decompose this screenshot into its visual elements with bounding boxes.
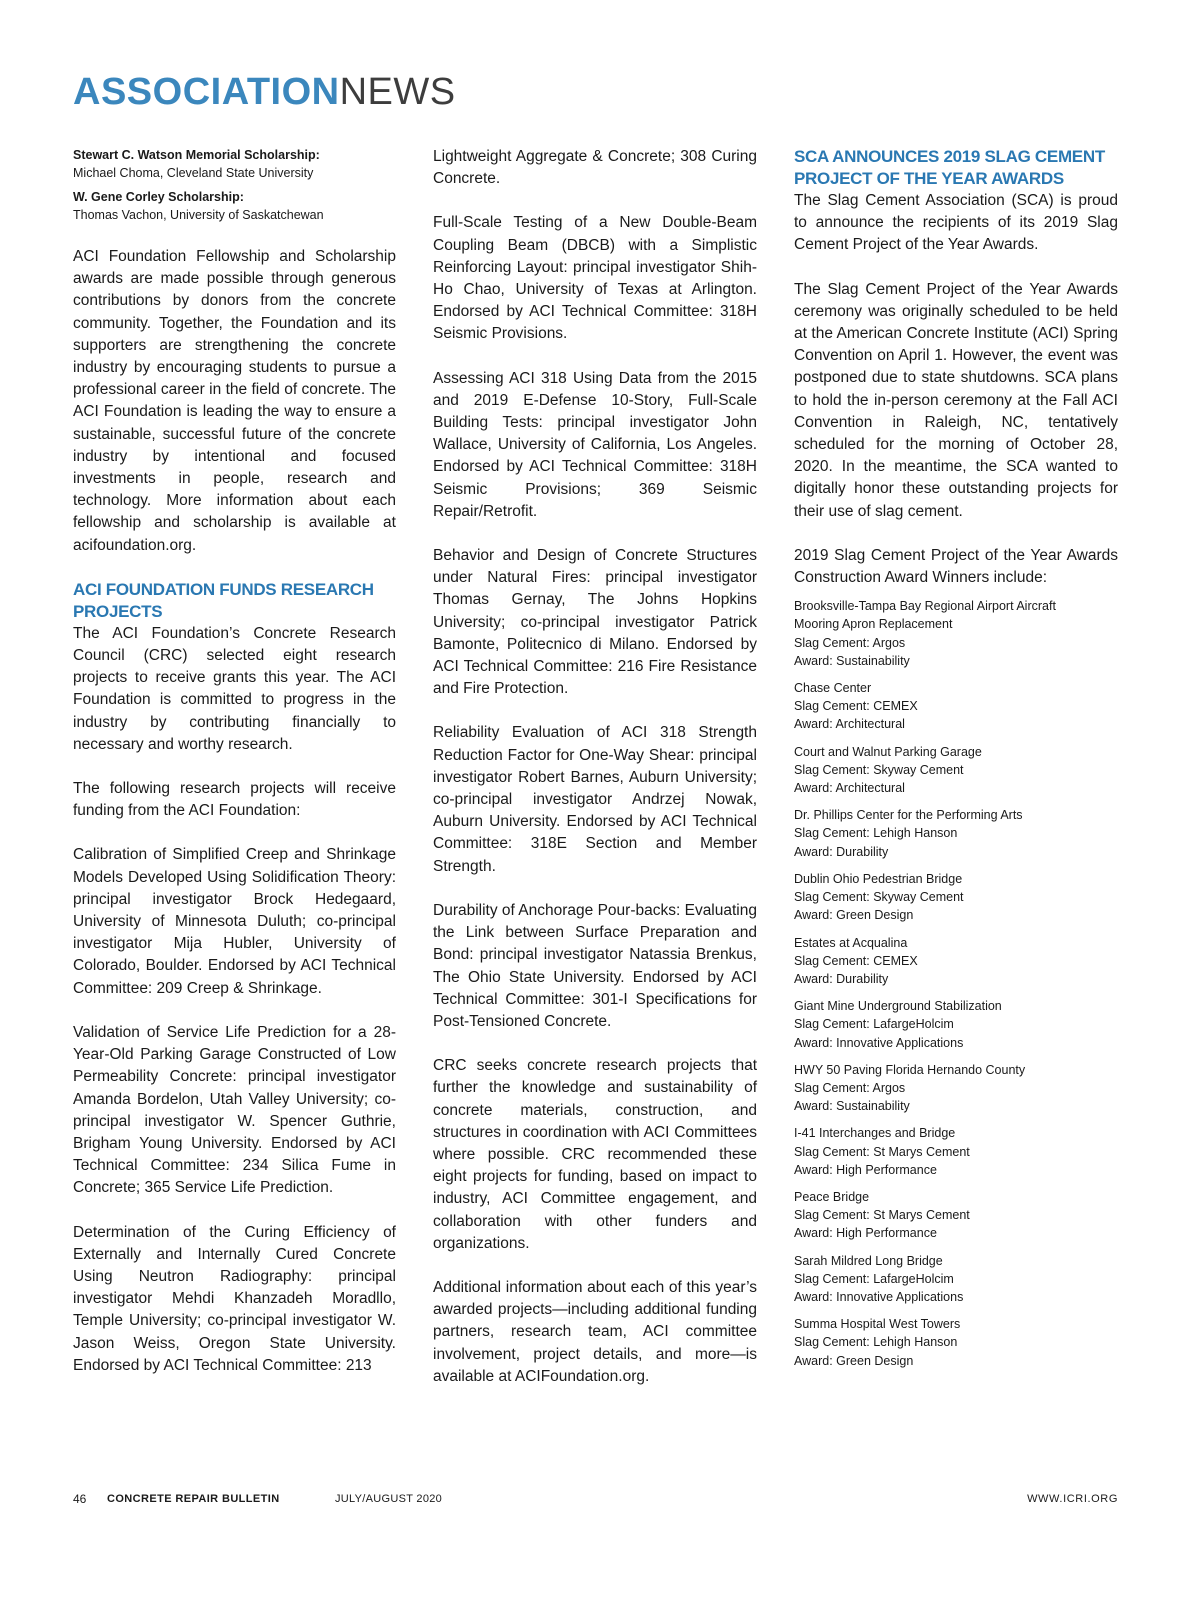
publication-name: CONCRETE REPAIR BULLETIN	[107, 1493, 280, 1505]
award-entry	[794, 679, 1118, 734]
award-entry	[794, 870, 1118, 925]
research-project-paragraph: Calibration of Simplified Creep and Shrinkage Models Developed Using Solidification Theory: principal investigator Brock Hedegaard, University of Minnesota Duluth; co-principal investigator Mija Hubler, University of Colorado, Boulder. Endorsed by ACI Technical Committee: 209 Creep & Shrinkage.	[73, 846, 396, 997]
award-cement: Slag Cement: St Marys Cement	[794, 1208, 970, 1223]
masthead-association: ASSOCIATION	[73, 71, 340, 113]
scholarship-title: Stewart C. Watson Memorial Scholarship:	[73, 148, 320, 162]
award-category: Award: Architectural	[794, 717, 905, 732]
award-project: HWY 50 Paving Florida Hernando County	[794, 1062, 1026, 1077]
award-entry	[794, 597, 1118, 670]
award-project: Brooksville-Tampa Bay Regional Airport Aircraft	[794, 599, 1056, 614]
research-project-paragraph: Reliability Evaluation of ACI 318 Strength Reduction Factor for One-Way Shear: principal investigator Robert Barnes, Auburn University; co-principal investigator Andrzej Nowak, Auburn University. Endorsed by ACI Technical Committee: 318E Section and Member Strength.	[433, 724, 757, 875]
body-paragraph: 2019 Slag Cement Project of the Year Awards Construction Award Winners include:	[794, 546, 1118, 587]
column-left	[73, 146, 396, 1399]
award-category: Award: Durability	[794, 971, 889, 986]
award-project: Sarah Mildred Long Bridge	[794, 1253, 943, 1268]
award-category: Award: Sustainability	[794, 1099, 910, 1114]
column-middle	[433, 146, 757, 1410]
award-category: Award: Innovative Applications	[794, 1289, 964, 1304]
award-entry	[794, 1252, 1118, 1307]
award-entry	[794, 1315, 1118, 1370]
award-cement: Slag Cement: St Marys Cement	[794, 1144, 970, 1159]
award-entry	[794, 997, 1118, 1052]
award-category: Award: High Performance	[794, 1162, 937, 1177]
body-paragraph: The ACI Foundation’s Concrete Research Council (CRC) selected eight research projects to receive grants this year. The ACI Foundation is committed to progress in the industry by contributing financially to necessary and worthy research.	[73, 624, 396, 753]
award-cement: Slag Cement: Skyway Cement	[794, 762, 964, 777]
issue-date: JULY/AUGUST 2020	[335, 1493, 443, 1505]
award-project: Mooring Apron Replacement	[794, 617, 953, 632]
research-project-paragraph: Lightweight Aggregate & Concrete; 308 Curing Concrete.	[433, 148, 757, 188]
page-footer	[73, 1490, 1118, 1508]
body-paragraph: The following research projects will receive funding from the ACI Foundation:	[73, 780, 396, 820]
body-paragraph: The Slag Cement Association (SCA) is proud to announce the recipients of its 2019 Slag Cement Project of the Year Awards.	[794, 192, 1118, 254]
award-entry	[794, 1188, 1118, 1243]
award-entry	[794, 934, 1118, 989]
award-project: Court and Walnut Parking Garage	[794, 744, 982, 759]
research-project-paragraph: Behavior and Design of Concrete Structures under Natural Fires: principal investigator Thomas Gernay, The Johns Hopkins University; co-principal investigator Patrick Bamonte, Politecnico di Milano. Endorsed by ACI Technical Committee: 216 Fire Resistance and Fire Protection.	[433, 547, 757, 698]
body-paragraph: The Slag Cement Project of the Year Awards ceremony was originally scheduled to be held at the American Concrete Institute (ACI) Spring Convention on April 1. However, the event was postponed due to state shutdowns. SCA plans to hold the in-person ceremony at the Fall ACI Convention in Raleigh, NC, tentatively scheduled for the morning of October 28, 2020. In the meantime, the SCA wanted to digitally honor these outstanding projects for their use of slag cement.	[794, 280, 1118, 520]
award-cement: Slag Cement: Skyway Cement	[794, 890, 964, 905]
award-project: Giant Mine Underground Stabilization	[794, 999, 1002, 1014]
body-paragraph: CRC seeks concrete research projects that further the knowledge and sustainability of concrete materials, construction, and structures in coordination with ACI Committees where possible. CRC recommended these eight projects for funding, based on impact to industry, ACI Committee engagement, and collaboration with other funders and organizations.	[433, 1057, 757, 1252]
research-project-paragraph: Durability of Anchorage Pour-backs: Evaluating the Link between Surface Preparation and Bond: principal investigator Natassia Brenkus, The Ohio State University. Endorsed by ACI Technical Committee: 301-I Specifications for Post-Tensioned Concrete.	[433, 901, 757, 1030]
award-category: Award: Green Design	[794, 1353, 914, 1368]
page-number: 46	[73, 1492, 87, 1506]
scholarship-recipient: Thomas Vachon, University of Saskatchewan	[73, 208, 324, 222]
award-list	[794, 597, 1118, 1370]
scholarship-title: W. Gene Corley Scholarship:	[73, 190, 244, 204]
award-cement: Slag Cement: CEMEX	[794, 699, 918, 714]
award-entry	[794, 1124, 1118, 1179]
award-category: Award: Durability	[794, 844, 889, 859]
award-project: Peace Bridge	[794, 1189, 870, 1204]
award-entry	[794, 743, 1118, 798]
award-project: Summa Hospital West Towers	[794, 1317, 961, 1332]
award-project: Estates at Acqualina	[794, 935, 908, 950]
award-cement: Slag Cement: Lehigh Hanson	[794, 1335, 958, 1350]
masthead	[73, 70, 456, 114]
award-entry	[794, 806, 1118, 861]
scholarship-entry	[73, 188, 396, 224]
award-project: Dublin Ohio Pedestrian Bridge	[794, 871, 963, 886]
award-category: Award: Green Design	[794, 908, 914, 923]
body-paragraph: Additional information about each of this year’s awarded projects—including additional funding partners, research team, ACI committee involvement, project details, and more—is available at ACIFoundation.org.	[433, 1278, 757, 1385]
award-cement: Slag Cement: Lehigh Hanson	[794, 826, 958, 841]
scholarship-entry	[73, 146, 396, 182]
research-project-paragraph: Determination of the Curing Efficiency of Externally and Internally Cured Concrete Using Neutron Radiography: principal investigator Mehdi Khanzadeh Moradllo, Temple University; co-principal investigator W. Jason Weiss, Oregon State University. Endorsed by ACI Technical Committee: 213	[73, 1223, 396, 1374]
award-project: Dr. Phillips Center for the Performing Arts	[794, 808, 1023, 823]
masthead-news: NEWS	[339, 71, 456, 113]
website-url: WWW.ICRI.ORG	[1027, 1493, 1118, 1505]
award-cement: Slag Cement: CEMEX	[794, 953, 918, 968]
research-project-paragraph: Validation of Service Life Prediction for a 28-Year-Old Parking Garage Constructed of Low Permeability Concrete: principal investigator Amanda Bordelon, Utah Valley University; co-principal investigator W. Spencer Guthrie, Brigham Young University. Endorsed by ACI Technical Committee: 234 Silica Fume in Concrete; 365 Service Life Prediction.	[73, 1023, 396, 1197]
award-cement: Slag Cement: Argos	[794, 1080, 906, 1095]
award-category: Award: Innovative Applications	[794, 1035, 964, 1050]
research-project-paragraph: Full-Scale Testing of a New Double-Beam Coupling Beam (DBCB) with a Simplistic Reinforcing Layout: principal investigator Shih-Ho Chao, University of Texas at Arlington. Endorsed by ACI Technical Committee: 318H Seismic Provisions.	[433, 214, 757, 343]
research-projects-heading: ACI FOUNDATION FUNDS RESEARCH PROJECTS	[73, 579, 374, 621]
award-project: Chase Center	[794, 681, 872, 696]
award-category: Award: Architectural	[794, 781, 905, 796]
award-entry	[794, 1061, 1118, 1116]
foundation-intro-paragraph: ACI Foundation Fellowship and Scholarship awards are made possible through generous contributions by donors from the concrete community. Together, the Foundation and its supporters are strengthening the concrete industry by encouraging students to pursue a professional career in the field of concrete. The ACI Foundation is leading the way to ensure a sustainable, successful future of the concrete industry by intentional and focused investments in people, research and technology. More information about each fellowship and scholarship is available at acifoundation.org.	[73, 248, 396, 554]
award-project: I-41 Interchanges and Bridge	[794, 1126, 956, 1141]
sca-awards-heading: SCA ANNOUNCES 2019 SLAG CEMENT PROJECT OF THE YEAR AWARDS	[794, 147, 1105, 188]
award-category: Award: Sustainability	[794, 653, 910, 668]
column-right	[794, 146, 1118, 1379]
scholarship-recipient: Michael Choma, Cleveland State University	[73, 166, 314, 180]
research-project-paragraph: Assessing ACI 318 Using Data from the 2015 and 2019 E-Defense 10-Story, Full-Scale Building Tests: principal investigator John Wallace, University of California, Los Angeles. Endorsed by ACI Technical Committee: 318H Seismic Provisions; 369 Seismic Repair/Retrofit.	[433, 369, 757, 520]
award-category: Award: High Performance	[794, 1226, 937, 1241]
award-cement: Slag Cement: LafargeHolcim	[794, 1271, 954, 1286]
award-cement: Slag Cement: LafargeHolcim	[794, 1017, 954, 1032]
award-cement: Slag Cement: Argos	[794, 635, 906, 650]
